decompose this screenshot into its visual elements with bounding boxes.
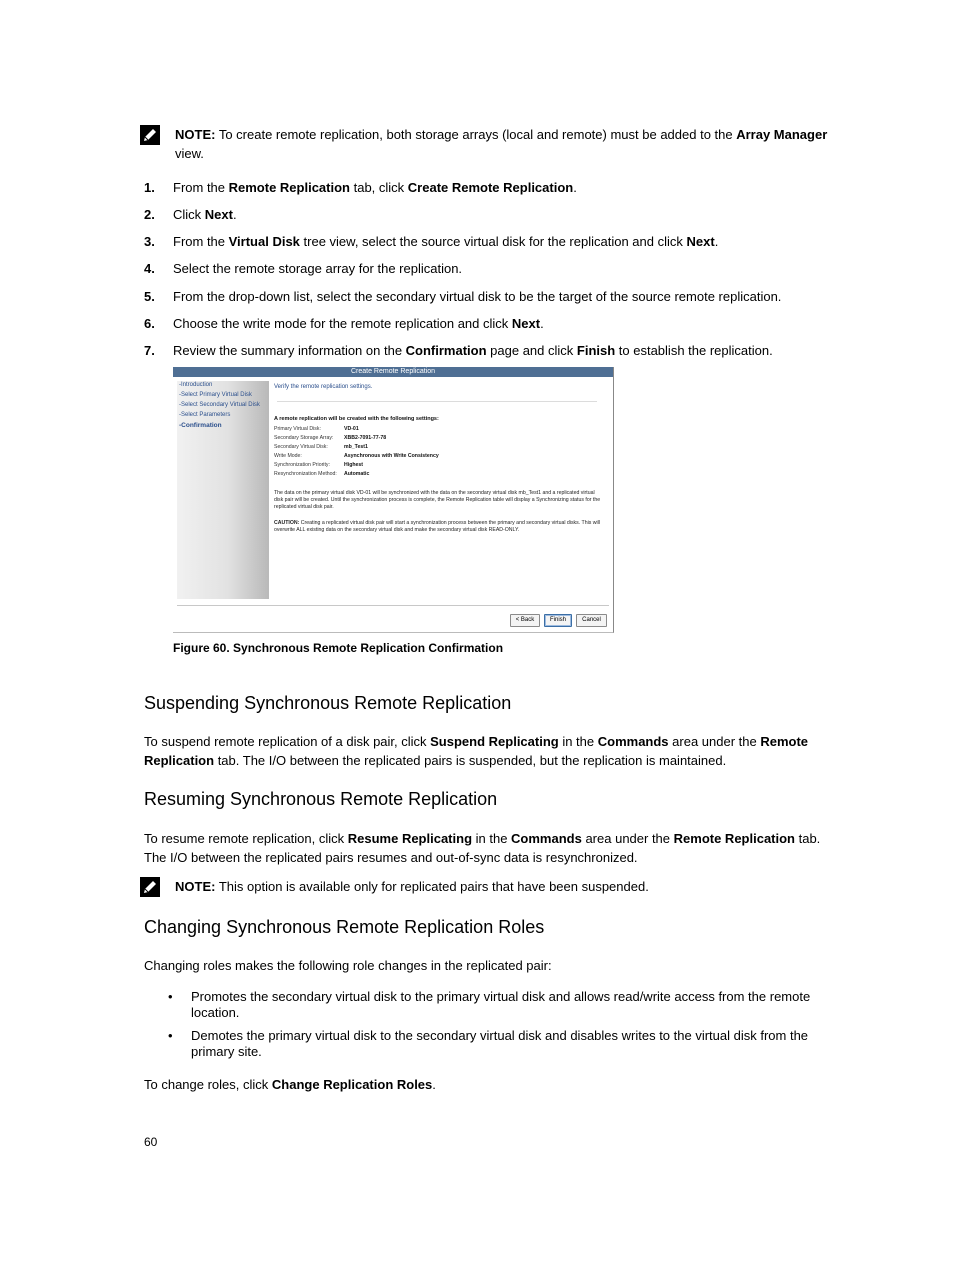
note-pencil-icon (140, 877, 160, 897)
cancel-button[interactable]: Cancel (576, 614, 607, 627)
setting-label: Write Mode: (274, 453, 302, 459)
resume-paragraph: To resume remote replication, click Resume Replicating in the Commands area under the Remote Replication tab. The I/O between the replicated pairs resumes and out-of-sync data is resynchronized. (144, 831, 821, 865)
setting-value: Automatic (344, 471, 370, 477)
nav-select-secondary[interactable]: -Select Secondary Virtual Disk (179, 402, 260, 408)
setting-label: Primary Virtual Disk: (274, 426, 321, 432)
setting-value: XBB2-7091-77-78 (344, 435, 387, 441)
nav-confirmation[interactable]: -Confirmation (179, 422, 222, 429)
nav-select-primary[interactable]: -Select Primary Virtual Disk (179, 392, 252, 398)
heading-roles: Changing Synchronous Remote Replication Roles (144, 917, 545, 937)
setting-label: Secondary Virtual Disk: (274, 444, 328, 450)
figure-caption: Figure 60. Synchronous Remote Replication Confirmation (173, 641, 504, 655)
heading-suspend: Suspending Synchronous Remote Replication (144, 693, 512, 713)
setting-value: VD-01 (344, 426, 359, 432)
setting-label: Synchronization Priority: (274, 462, 330, 468)
nav-select-parameters[interactable]: -Select Parameters (179, 412, 231, 418)
back-button[interactable]: < Back (510, 614, 540, 627)
bullet-icon: • (168, 989, 173, 1004)
nav-introduction[interactable]: -Introduction (179, 382, 213, 388)
roles-intro: Changing roles makes the following role changes in the replicated pair: (144, 958, 552, 973)
setting-label: Resynchronization Method: (274, 471, 337, 477)
divider (177, 605, 609, 606)
create-remote-replication-dialog (173, 367, 614, 633)
suspend-paragraph: To suspend remote replication of a disk pair, click Suspend Replicating in the Commands area under the Remote Replication tab. The I/O between the replicated pairs is suspended, but the replication is maintained. (144, 734, 809, 768)
heading-resume: Resuming Synchronous Remote Replication (144, 789, 498, 809)
note-text: NOTE: This option is available only for replicated pairs that have been suspended. (175, 879, 649, 894)
settings-heading: A remote replication will be created with the following settings: (274, 416, 439, 422)
page-number: 60 (144, 1135, 158, 1149)
note-text: NOTE: To create remote replication, both storage arrays (local and remote) must be added to the Array Manager view. (175, 127, 828, 161)
note-pencil-icon (140, 125, 160, 145)
roles-outro: To change roles, click Change Replication Roles. (144, 1077, 436, 1092)
dialog-intro: Verify the remote replication settings. (274, 384, 373, 390)
wizard-nav (177, 381, 269, 599)
setting-label: Secondary Storage Array: (274, 435, 334, 441)
dialog-title: Create Remote Replication (173, 367, 613, 377)
caution-paragraph: CAUTION: Creating a replicated virtual disk pair will start a synchronization process between the primary and secondary virtual disks. This will overwrite ALL existing data on the secondary virtual disk and make the secondary virtual disk READ-ONLY. (274, 520, 600, 533)
finish-button[interactable]: Finish (544, 614, 572, 627)
bullet-icon: • (168, 1028, 173, 1043)
setting-value: Asynchronous with Write Consistency (344, 453, 439, 459)
sync-paragraph: The data on the primary virtual disk VD-01 will be synchronized with the data on the secondary virtual disk mb_Test1 and a replicated virtual disk pair will be created. Until the synchronization process is complete, the Remote Replication table will display a Synchronizing status for the replicated virtual disk pair. (274, 490, 601, 510)
setting-value: Highest (344, 462, 364, 468)
divider (277, 401, 597, 402)
setting-value: mb_Test1 (344, 444, 368, 450)
